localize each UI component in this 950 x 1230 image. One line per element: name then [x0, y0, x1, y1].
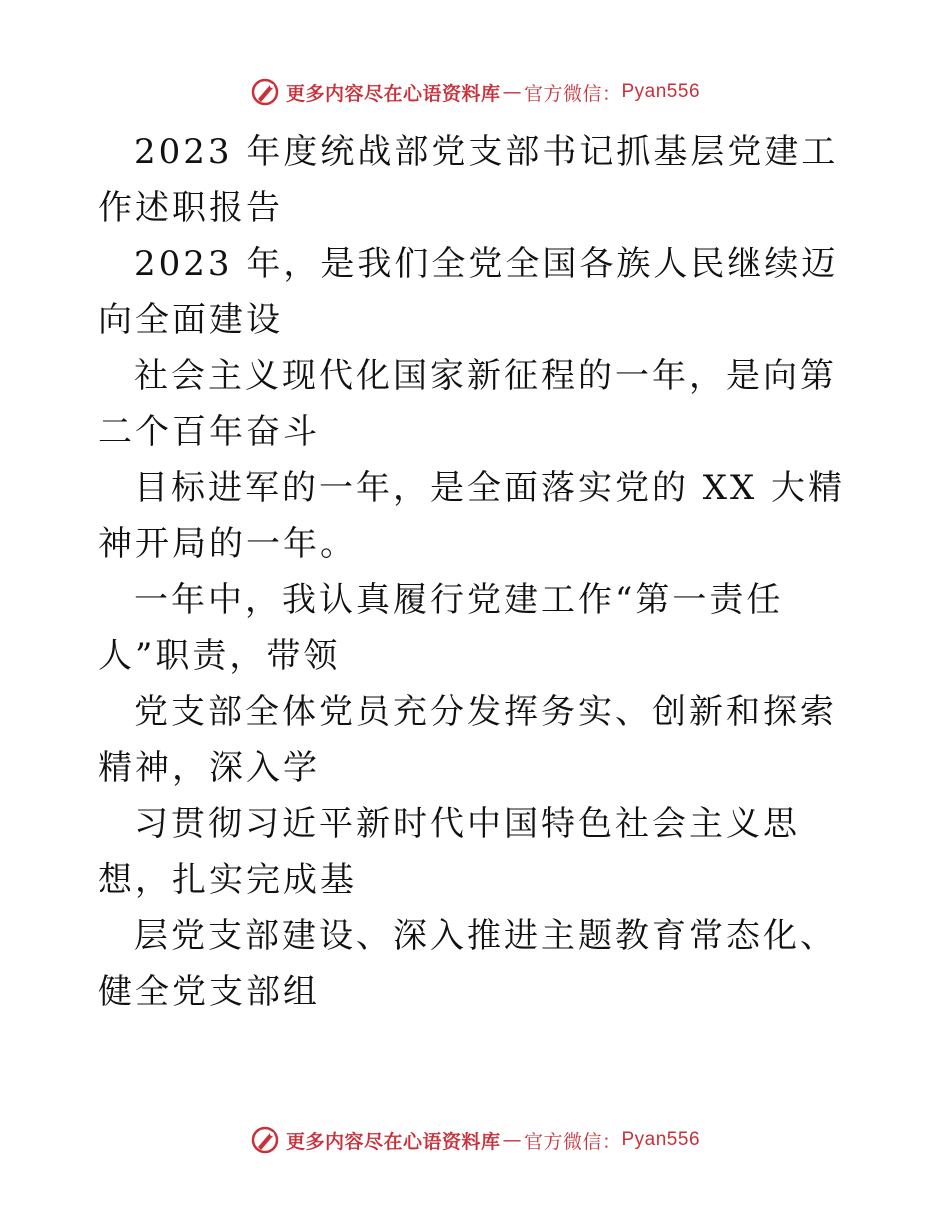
paragraph: 党支部全体党员充分发挥务实、创新和探索精神，深入学	[98, 692, 837, 788]
paragraph: 社会主义现代化国家新征程的一年，是向第二个百年奋斗	[98, 356, 837, 452]
watermark-wechat-id: Pyan556	[621, 1129, 701, 1150]
watermark-brand: 更多内容尽在心语资料库	[285, 82, 501, 105]
paragraph: 目标进军的一年，是全面落实党的 XX 大精神开局的一年。	[98, 468, 846, 564]
watermark-label: 官方微信：	[523, 1130, 622, 1153]
watermark-wechat-id: Pyan556	[621, 81, 701, 102]
pen-logo-icon	[250, 77, 280, 107]
watermark-dash: —	[502, 1129, 522, 1151]
paragraph: 2023 年，是我们全党全国各族人民继续迈向全面建设	[98, 244, 839, 340]
watermark-text	[286, 79, 700, 106]
document-body	[98, 124, 858, 1020]
watermark-dash: —	[502, 81, 522, 103]
document-title: 2023 年度统战部党支部书记抓基层党建工作述职报告	[98, 132, 839, 228]
header-watermark	[0, 72, 950, 112]
footer-watermark	[0, 1120, 950, 1160]
watermark-brand: 更多内容尽在心语资料库	[285, 1130, 501, 1153]
watermark-text	[286, 1127, 700, 1154]
watermark-label: 官方微信：	[523, 82, 622, 105]
paragraph: 层党支部建设、深入推进主题教育常态化、健全党支部组	[98, 916, 837, 1012]
paragraph: 一年中，我认真履行党建工作“第一责任人”职责，带领	[98, 580, 784, 676]
pen-logo-icon	[250, 1125, 280, 1155]
paragraph: 习贯彻习近平新时代中国特色社会主义思想，扎实完成基	[98, 804, 800, 900]
